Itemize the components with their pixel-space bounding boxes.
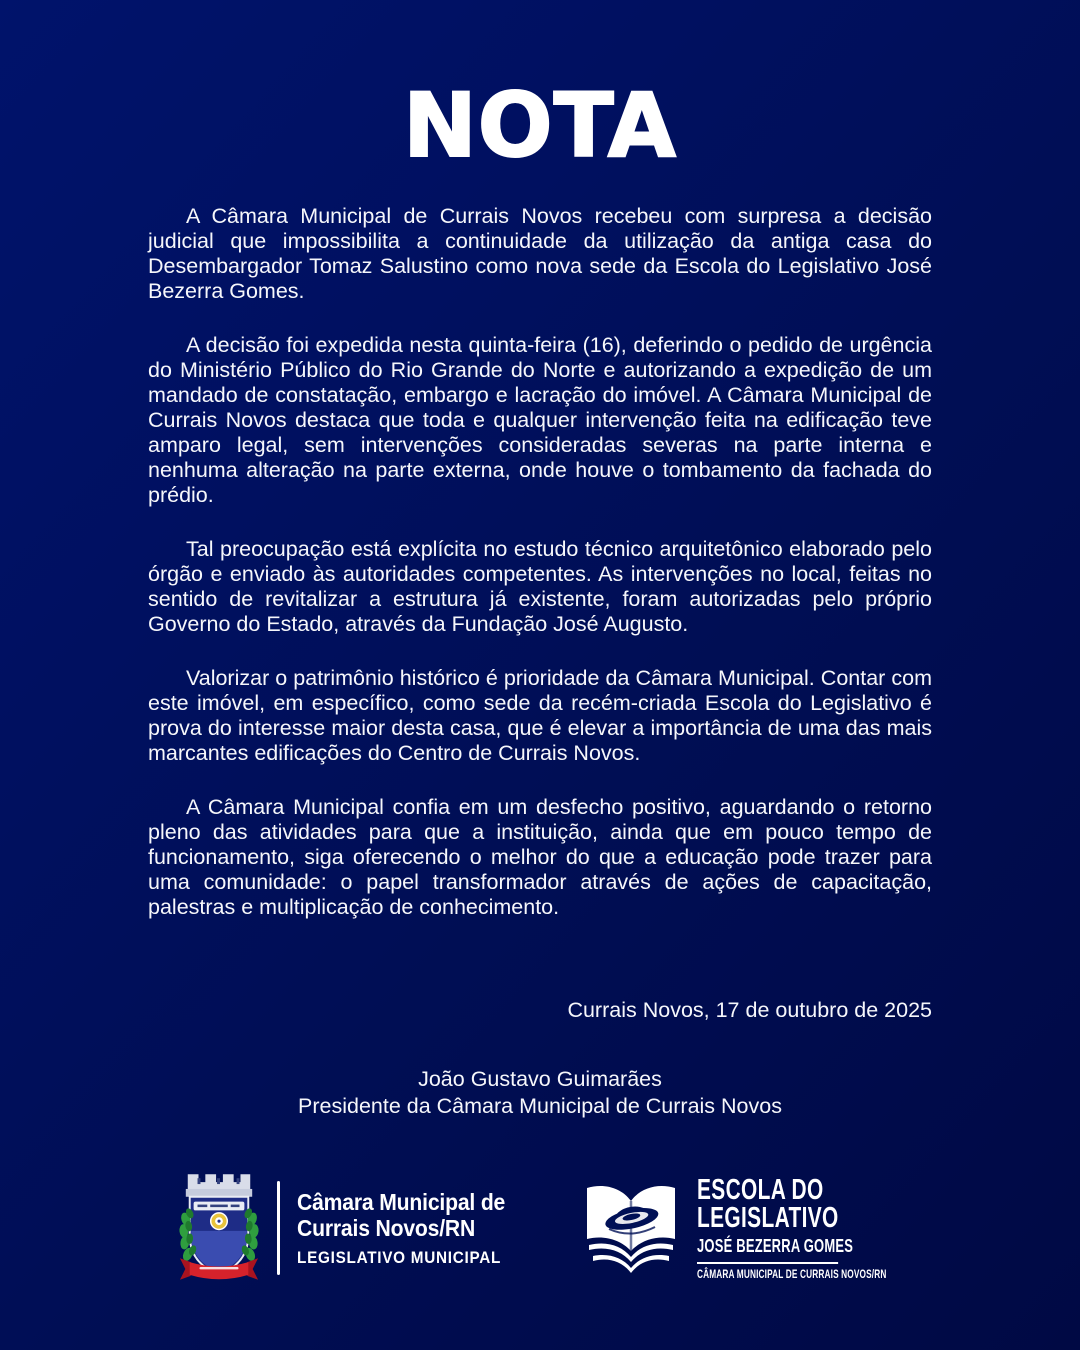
footer-logos (0, 1168, 1080, 1288)
escola-logo-text (696, 1173, 887, 1281)
escola-logo-subtitle: JOSÉ BEZERRA GOMES (696, 1235, 853, 1256)
signature-block (0, 1066, 1080, 1120)
paragraph-2: A decisão foi expedida nesta quinta-feira (16), deferindo o pedido de urgência do Ministério Público do Rio Grande do Norte e autorizando a expedição de um mandado de constatação, embargo e lacração do imóvel. A Câmara Municipal de Currais Novos destaca que toda e qualquer intervenção feita na edificação teve amparo legal, sem intervenções consideradas severas na parte interna e nenhuma alteração na parte externa, onde houve o tombamento da fachada do prédio. (148, 333, 932, 507)
note-body (148, 204, 932, 949)
escola-logo-rule (697, 1262, 838, 1264)
camara-logo-text (297, 1189, 505, 1268)
camara-logo-line2: Currais Novos/RN (297, 1215, 476, 1241)
escola-logo-line1: ESCOLA DO (696, 1173, 824, 1206)
escola-logo-tagline: CÂMARA MUNICIPAL DE CURRAIS NOVOS/RN (696, 1268, 887, 1281)
paragraph-1: A Câmara Municipal de Currais Novos recebeu com surpresa a decisão judicial que impossibilita a continuidade da utilização da antiga casa do Desembargador Tomaz Salustino como nova sede da Escola do Legislativo José Bezerra Gomes. (148, 204, 932, 303)
camara-logo-subtitle: LEGISLATIVO MUNICIPAL (297, 1247, 502, 1267)
logo-divider (277, 1181, 280, 1275)
escola-legislativo-logo (579, 1173, 902, 1281)
signatory-name: João Gustavo Guimarães (418, 1067, 662, 1091)
paragraph-5: A Câmara Municipal confia em um desfecho positivo, aguardando o retorno pleno das atividades para que a instituição, ainda que em pouco tempo de funcionamento, siga oferecendo o melhor do que a educação pode trazer para uma comunidade: o papel transformador através de ações de capacitação, palestras e multiplicação de conhecimento. (148, 795, 932, 919)
coat-of-arms-icon (178, 1168, 260, 1288)
escola-logo-line2: LEGISLATIVO (696, 1201, 839, 1234)
page-title: NOTA (403, 74, 677, 177)
paragraph-3: Tal preocupação está explícita no estudo técnico arquitetônico elaborado pelo órgão e enviado às autoridades competentes. As intervenções no local, feitas no sentido de revitalizar a estrutura já existente, foram autorizadas pelo próprio Governo do Estado, através da Fundação José Augusto. (148, 537, 932, 636)
paragraph-4: Valorizar o patrimônio histórico é prioridade da Câmara Municipal. Contar com este imóvel, em específico, como sede da recém-criada Escola do Legislativo é prova do interesse maior desta casa, que é elevar a importância de uma das mais marcantes edificações do Centro de Currais Novos. (148, 666, 932, 765)
open-book-icon (579, 1177, 683, 1279)
signatory-role: Presidente da Câmara Municipal de Currais Novos (298, 1094, 782, 1118)
camara-logo-line1: Câmara Municipal de (297, 1188, 506, 1215)
camara-municipal-logo (178, 1168, 506, 1288)
dateline: Currais Novos, 17 de outubro de 2025 (567, 998, 932, 1022)
